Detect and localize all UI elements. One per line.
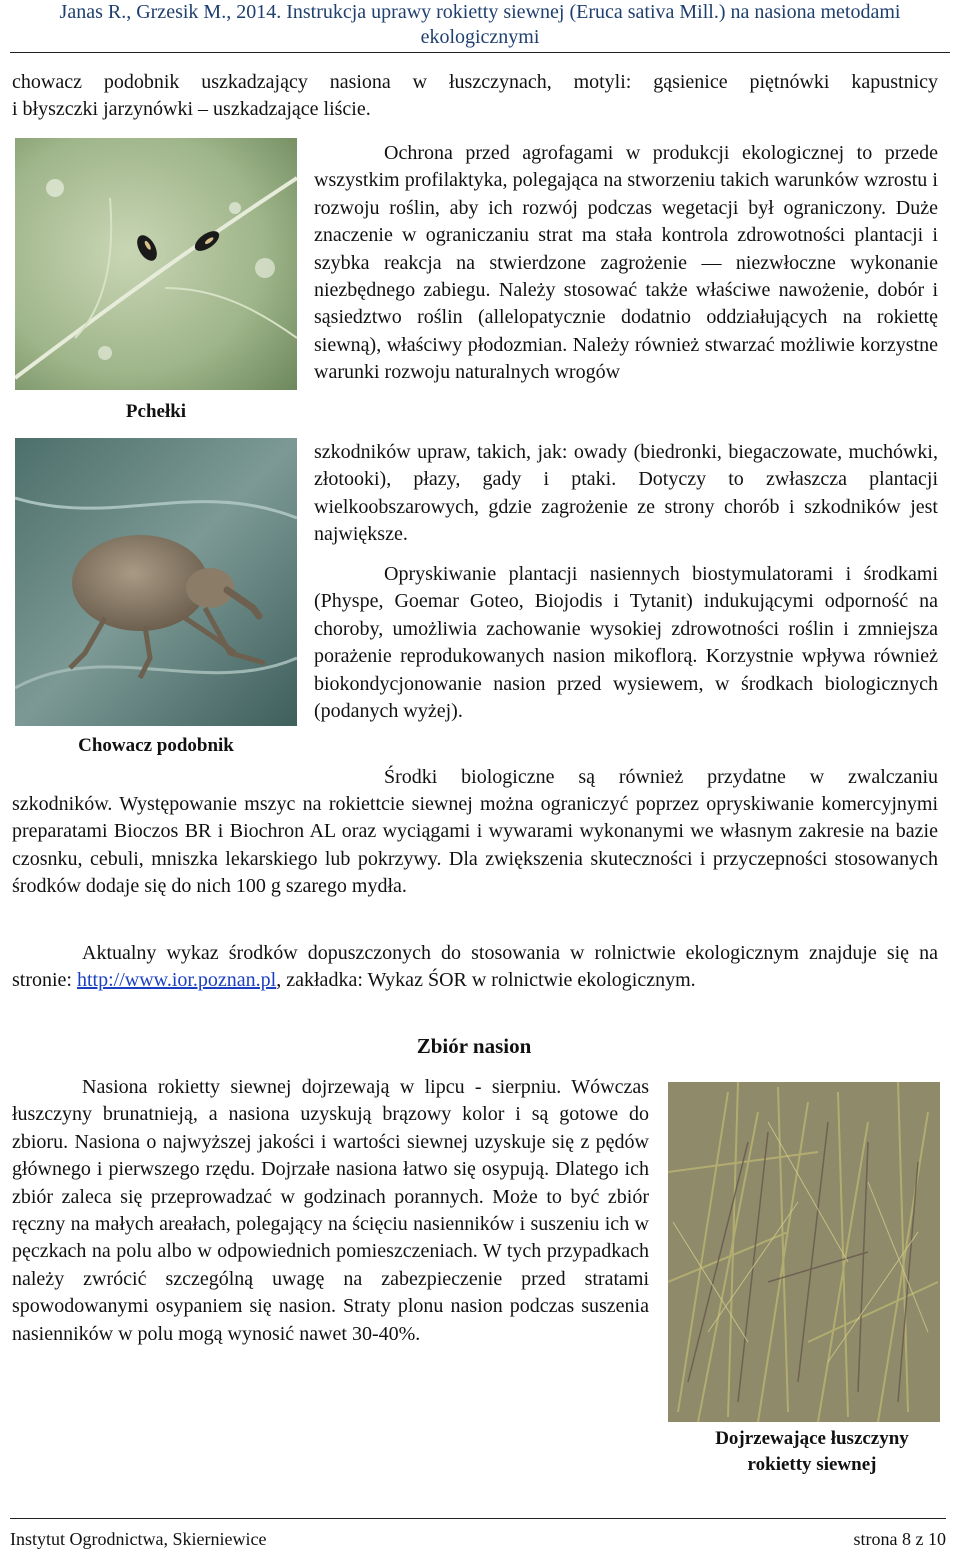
footer-page-number: strona 8 z 10	[853, 1529, 946, 1549]
zbior-paragraph: Nasiona rokietty siewnej dojrzewają w lipcu - sierpniu. Wówczas łuszczyny brunatnieją, a nasiona uzyskują brązowy kolor i są gotowe do zbioru. Nasiona o najwyższej jakości i wartości siewnej uzyskuje się z pędów głównego i pierwszego rzędu. Dojrzałe nasiona łatwo się osypują. Dlatego ich zbiór zaleca się przeprowadzać w godzinach porannych. Może to być zbiór ręczny na małych areałach, polegający na ścięciu nasienników i suszeniu ich w pęczkach na polu albo w odpowiednich pomieszczeniach. W tych przypadkach należy zwrócić szczególną uwagę na zabezpieczenie przed stratami spowodowanymi osypaniem się nasion. Straty plonu nasion podczas suszenia nasienników w polu mogą wynosić nawet 30-40%.	[12, 1076, 649, 1345]
rokietta-caption-line-2: rokietty siewnej	[747, 1454, 877, 1475]
srodki-paragraph-first-line: Środki biologiczne są również przydatne w zwalczaniu	[384, 766, 938, 788]
wykaz-text-after: , zakładka: Wykaz ŚOR w rolnictwie ekologicznym.	[276, 969, 696, 992]
running-header	[10, 0, 950, 53]
rokietta-caption-line-1: Dojrzewające łuszczyny	[715, 1428, 909, 1449]
chowacz-caption: Chowacz podobnik	[78, 735, 234, 756]
header-line-1: Janas R., Grzesik M., 2014. Instrukcja uprawy rokietty siewnej (Eruca sativa Mill.) na nasiona metodami	[59, 1, 901, 23]
opryskiwanie-paragraph: Opryskiwanie plantacji nasiennych biostymulatorami i środkami (Physpe, Goemar Goteo, Biojodis i Tytanit) indukującymi odporność na choroby, umożliwia zachowanie wysokiej zdrowotności roślin i zmniejsza porażenie reprodukowanych nasion mikoflorą. Korzystnie wpływa również biokondycjonowanie nasion przed wysiewem, w środkach biologicznych (podanych wyżej).	[314, 563, 938, 723]
intro-line-2: i błyszczki jarzynówki – uszkadzające liście.	[12, 98, 371, 120]
ior-website-link[interactable]: http://www.ior.poznan.pl	[77, 969, 277, 992]
rokietta-pods-image	[668, 1082, 940, 1422]
header-line-2: ekologicznymi	[420, 26, 540, 48]
ochrona-paragraph-continued: szkodników upraw, takich, jak: owady (biedronki, biegaczowate, muchówki, złotooki), płazy, gady i ptaki. Dotyczy to zwłaszcza plantacji wielkoobszarowych, gdzie zagrożenie ze strony chorób i szkodników jest największe.	[314, 441, 938, 546]
pchelki-caption: Pchełki	[125, 401, 187, 422]
footer-institution: Instytut Ogrodnictwa, Skierniewice	[10, 1529, 267, 1549]
zbior-nasion-heading: Zbiór nasion	[416, 1034, 532, 1058]
wykaz-paragraph	[12, 940, 938, 995]
pchelki-photo	[15, 138, 297, 390]
intro-line-1: chowacz podobnik uszkadzający nasiona w łuszczynach, motyli: gąsienice piętnówki kapustnicy	[12, 71, 938, 93]
rokietta-caption	[668, 1426, 956, 1478]
weevil-image	[15, 438, 297, 726]
wykaz-text-before: Aktualny wykaz środków dopuszczonych do stosowania w rolnictwie ekologicznym znajduje się na stronie:	[12, 942, 938, 992]
flea-beetles-image	[15, 138, 297, 390]
chowacz-photo	[15, 438, 297, 726]
srodki-paragraph: szkodników. Występowanie mszyc na rokiettcie siewnej można ograniczyć poprzez opryskiwanie komercyjnymi preparatami Bioczos BR i Biochron AL oraz wyciągami i wywarami wykonanymi we własnym zakresie na bazie czosnku, cebuli, mniszka lekarskiego lub pokrzywy. Dla zwiększenia skuteczności i przyczepności stosowanych środków dodaje się do nich 100 g szarego mydła.	[12, 793, 938, 898]
page-footer	[10, 1518, 946, 1550]
rokietta-photo	[668, 1082, 940, 1422]
ochrona-paragraph: Ochrona przed agrofagami w produkcji ekologicznej to przede wszystkim profilaktyka, polegająca na stworzeniu takich warunków wzrostu i rozwoju roślin, aby ich rozwój podczas wegetacji był ograniczony. Duże znaczenie w ograniczaniu strat ma stała kontrola zdrowotności plantacji i szybka reakcja na stwierdzone zagrożenie — niezwłoczne wykonanie niezbędnego zabiegu. Należy stosować także właściwe nawożenie, dobór i sąsiedztwo roślin (allelopatycznie dodatnio oddziałujących na rokiettę siewną), właściwy płodozmian. Należy również stwarzać możliwie korzystne warunki rozwoju naturalnych wrogów	[314, 142, 938, 384]
